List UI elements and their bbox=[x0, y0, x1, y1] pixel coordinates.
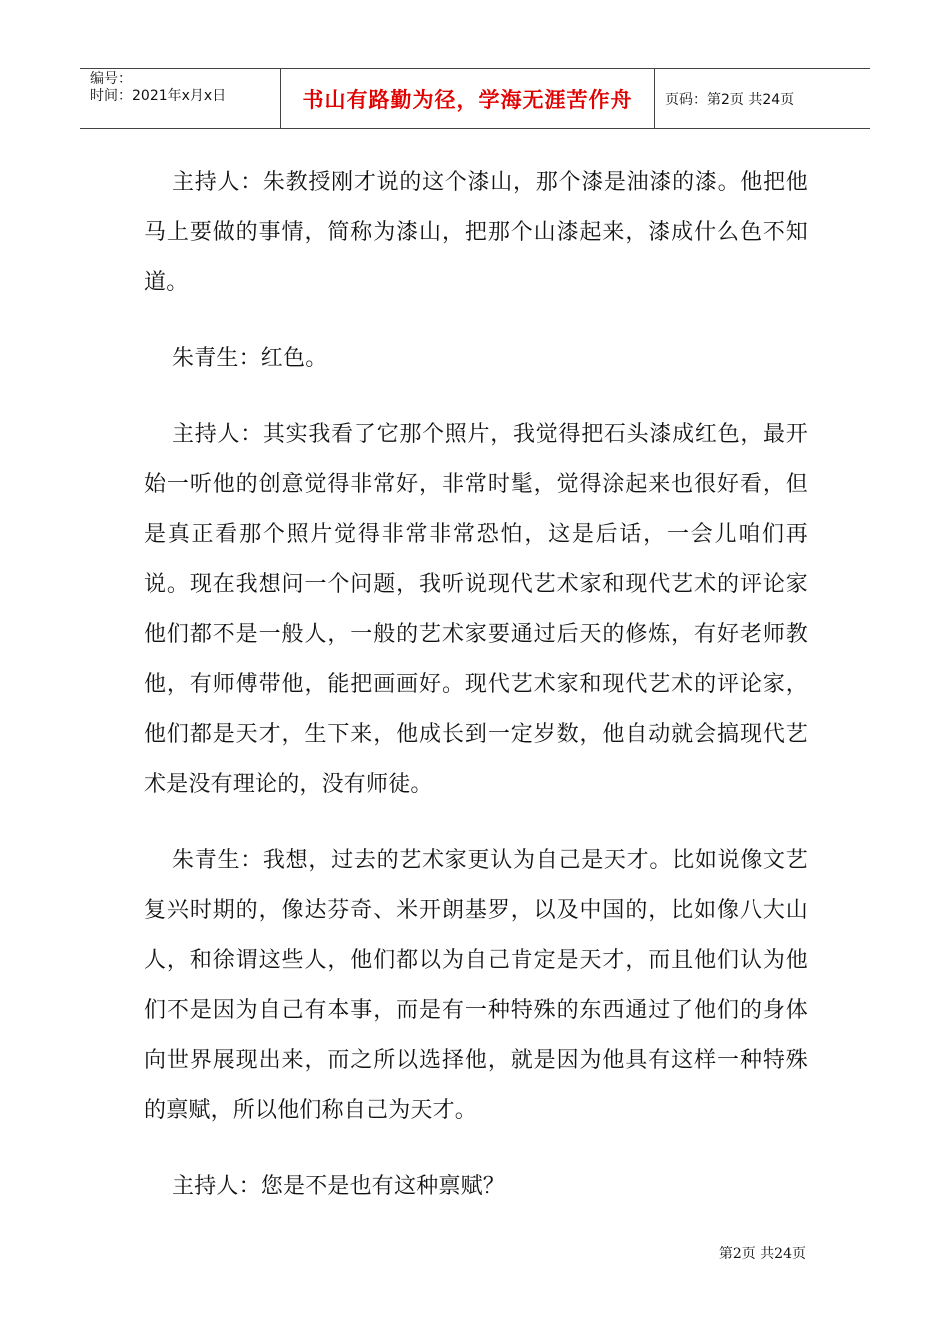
page-footer: 第2页 共24页 bbox=[718, 1246, 806, 1262]
paragraph: 主持人：其实我看了它那个照片，我觉得把石头漆成红色，最开始一听他的创意觉得非常好，非常时髦，觉得涂起来也很好看，但是真正看那个照片觉得非常非常恐怕，这是后话，一会儿咱们再说。现在我想问一个问题，我听说现代艺术家和现代艺术的评论家他们都不是一般人，一般的艺术家要通过后天的修炼，有好老师教他，有师傅带他，能把画画好。现代艺术家和现代艺术的评论家，他们都是天才，生下来，他成长到一定岁数，他自动就会搞现代艺术是没有理论的，没有师徒。 bbox=[144, 422, 808, 797]
header-meta bbox=[80, 69, 281, 128]
paragraph: 主持人：您是不是也有这种禀赋？ bbox=[172, 1174, 506, 1199]
motto-text: 书山有路勤为径，学海无涯苦作舟 bbox=[302, 86, 633, 112]
number-label: 编号： bbox=[90, 71, 132, 87]
page-info: 页码：第2页 共24页 bbox=[665, 91, 795, 108]
time-label: 时间：2021年x月x日 bbox=[90, 88, 227, 104]
paragraph: 主持人：朱教授刚才说的这个漆山，那个漆是油漆的漆。他把他马上要做的事情，简称为漆山，把那个山漆起来，漆成什么色不知道。 bbox=[144, 170, 808, 295]
header-page-info-cell bbox=[655, 69, 870, 128]
paragraph: 朱青生：红色。 bbox=[172, 346, 328, 371]
document-body bbox=[144, 158, 808, 1238]
header-motto-cell bbox=[281, 69, 655, 128]
paragraph: 朱青生：我想，过去的艺术家更认为自己是天才。比如说像文艺复兴时期的，像达芬奇、米开朗基罗，以及中国的，比如像八大山人，和徐谓这些人，他们都以为自己肯定是天才，而且他们认为他们不是因为自己有本事，而是有一种特殊的东西通过了他们的身体向世界展现出来，而之所以选择他，就是因为他具有这样一种特殊的禀赋，所以他们称自己为天才。 bbox=[144, 848, 808, 1123]
document-header bbox=[80, 68, 870, 129]
